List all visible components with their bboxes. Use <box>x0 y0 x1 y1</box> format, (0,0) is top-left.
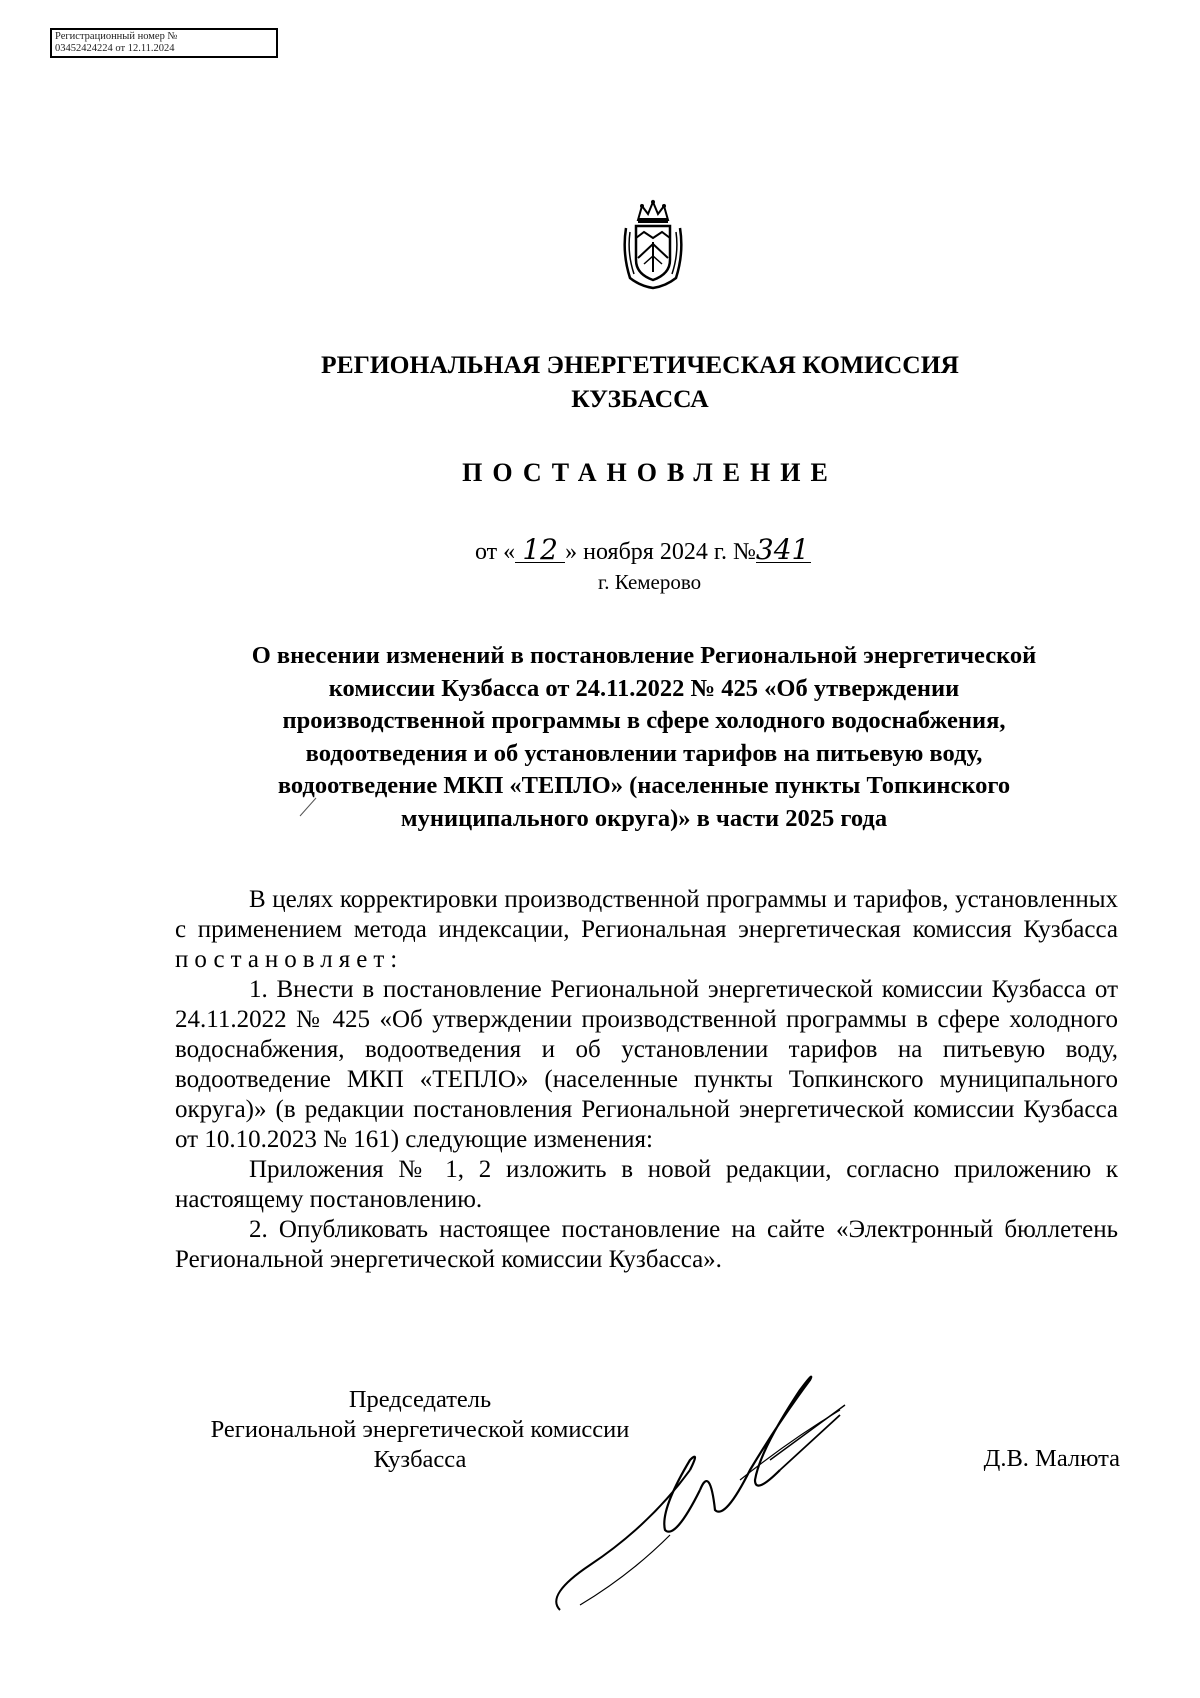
resolves-word: постановляет: <box>175 946 404 973</box>
document-date-line <box>475 533 811 566</box>
intro-paragraph <box>175 885 1118 975</box>
subject-line: производственной программы в сфере холодного водоснабжения, <box>282 707 1006 734</box>
document-body <box>175 885 1118 1275</box>
signatory-name: Д.В. Малюта <box>983 1445 1120 1472</box>
subject-line: муниципального округа)» в части 2025 года <box>400 804 888 832</box>
signatory-position-line2: Региональной энергетической комиссии <box>210 1416 630 1443</box>
subject-line: водоотведения и об установлении тарифов на питьевую воду, <box>305 739 983 767</box>
organization-title-line2: КУЗБАССА <box>571 384 709 413</box>
organization-title-line1: РЕГИОНАЛЬНАЯ ЭНЕРГЕТИЧЕСКАЯ КОМИССИЯ <box>321 350 959 379</box>
intro-text: В целях корректировки производственной программы и тарифов, установленных с применением метода индексации, Региональная энергетическая комиссия Кузбасса <box>175 886 1118 943</box>
stray-pen-mark <box>298 796 318 818</box>
document-type: ПОСТАНОВЛЕНИЕ <box>462 458 838 487</box>
date-month-year: » ноября 2024 г. № <box>565 539 756 565</box>
registration-number-value: 03452424224 от 12.11.2024 <box>55 43 175 54</box>
document-city: г. Кемерово <box>598 570 702 594</box>
coat-of-arms-icon <box>620 198 686 290</box>
registration-stamp <box>50 28 278 58</box>
handwritten-document-number: 341 <box>755 533 810 566</box>
item-2-paragraph: 2. Опубликовать настоящее постановление на сайте «Электронный бюллетень Региональной энергетической комиссии Кузбасса». <box>175 1216 1118 1273</box>
subject-line: водоотведение МКП «ТЕПЛО» (населенные пункты Топкинского <box>277 772 1011 799</box>
organization-title <box>200 348 1080 416</box>
item-1-paragraph: 1. Внести в постановление Региональной энергетической комиссии Кузбасса от 24.11.2022 № 425 «Об утверждении производственной программы в сфере холодного водоснабжения, водоотведения и об установлении тарифов на питьевую воду, водоотведение МКП «ТЕПЛО» (населенные пункты Топкинского муниципального округа)» (в редакции постановления Региональной энергетической комиссии Кузбасса от 10.10.2023 № 161) следующие изменения: <box>175 976 1118 1153</box>
signatory-position-line1: Председатель <box>348 1386 492 1413</box>
registration-number-label: Регистрационный номер № <box>55 31 178 42</box>
handwritten-signature <box>540 1360 940 1620</box>
subject-line: комиссии Кузбасса от 24.11.2022 № 425 «Об утверждении <box>328 674 960 702</box>
handwritten-day: 12 <box>515 538 565 563</box>
signatory-position-line3: Кузбасса <box>373 1446 467 1473</box>
subject-line: О внесении изменений в постановление Региональной энергетической <box>251 642 1037 669</box>
date-prefix: от « <box>475 539 516 565</box>
item-1-detail-paragraph: Приложения № 1, 2 изложить в новой редакции, согласно приложению к настоящему постановлению. <box>175 1156 1118 1213</box>
